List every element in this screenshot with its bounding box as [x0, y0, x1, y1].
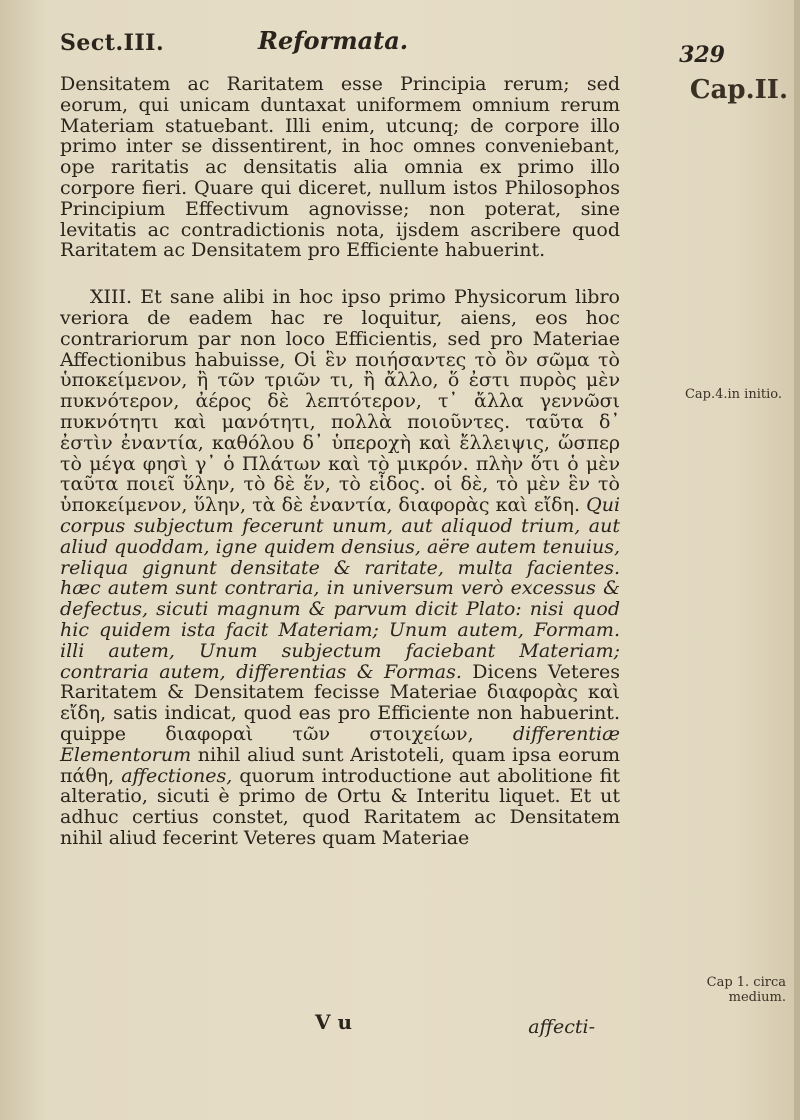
latin-translation: Qui corpus subjectum fecerunt unum, aut aliquod trium, aut aliud quoddam, igne quidem densius, aëre autem tenuius, reliqua gignunt densitate & raritate, multa facientes. hæc autem sunt contraria, in universum verò excessus & defectus, sicuti magnum & parvum dicit Plato: nisi quod hic quidem ista facit Materiam; Unum autem, Formam. illi autem, Unum subjectum faciebant Materiam; contraria autem, differentias & Formas.: [60, 494, 621, 683]
greek-quotation: Οἱ ἓν ποιήσαντες τὸ ὂν σῶμα τὸ ὑποκείμενον, ἢ τῶν τριῶν τι, ἢ ἄλλο, ὅ ἐστι πυρὸς μὲν πυκνότερον, ἀέρος δὲ λεπτότερον, τ᾿ ἄλλα γεννῶσι πυκνότητι καὶ μανότητι, πολλὰ ποιοῦντες. ταῦτα δ᾿ ἐστὶν ἐναντία, καθόλου δ᾿ ὑπεροχὴ καὶ ἔλλειψις, ὥσπερ τὸ μέγα φησὶ γ᾿ ὁ Πλάτων καὶ τὸ μικρόν. πλὴν ὅτι ὁ μὲν ταῦτα ποιεῖ ὕλην, τὸ δὲ ἕν, τὸ εἶδος. οἱ δὲ, τὸ μὲν ἓν τὸ ὑποκείμενον, ὕλην, τὰ δὲ ἐναντία, διαφορὰς καὶ εἴδη.: [60, 348, 620, 517]
greek-phrase-3: πάθη,: [60, 764, 115, 787]
page-footer: [0, 1010, 800, 1050]
latin-phrase-1: differentiæ Elementorum: [60, 722, 620, 766]
page-header: [60, 22, 725, 68]
margin-note-book4: Cap.4.in initio.: [684, 387, 782, 402]
margin-chapter: Cap.II.: [689, 75, 788, 105]
paragraph-2-text-d: nihil aliud sunt Aristoteli, quam ipsa eorum: [197, 743, 620, 766]
section-heading: Sect.III.: [60, 30, 165, 56]
paragraph-2-text-b: Dicens Veteres Raritatem & Densitatem fecisse Materiae: [60, 660, 621, 704]
paragraph-2-text-e: quorum introductione aut abolitione fit alteratio, sicuti è primo de Ortu & Interitu liquet. Et ut adhuc certius constet, quod Raritatem ac Densitatem nihil aliud fecerint Veteres quam Materiae: [60, 764, 620, 849]
greek-phrase-1: διαφορὰς καὶ εἴδη,: [60, 681, 620, 725]
catchword: affecti-: [528, 1016, 595, 1038]
page-fold-shadow: [794, 0, 800, 1120]
main-text: [60, 74, 620, 849]
margin-note-book1: Cap 1. circa medium.: [706, 975, 786, 1005]
paragraph-2: [60, 287, 620, 849]
latin-phrase-2: affectiones,: [121, 764, 233, 787]
paragraph-1: Densitatem ac Raritatem esse Principia rerum; sed eorum, qui unicam duntaxat uniformem omnium rerum Materiam statuebant. Illi enim, utcunq; de corpore illo primo inter se dissentirent, in hoc omnes conveniebant, ope raritatis ac densitatis alia omnia ex primo illo corpore fieri. Quare qui diceret, nullum istos Philosophos Principium Effectivum agnovisse; non poterat, sine levitatis ac contradictionis nota, ijsdem ascribere quod Raritatem ac Densitatem pro Efficiente habuerint.: [60, 73, 620, 262]
paragraph-2-opening: XIII. Et sane alibi in hoc ipso primo Physicorum libro veriora de eadem hac re loquitur, aiens, eos hoc contrariorum par non loco Efficientis, sed pro Materiae Affectionibus habuisse,: [60, 286, 620, 371]
paragraph-2-text-c: satis indicat, quod eas pro Efficiente non habuerint. quippe: [60, 702, 620, 745]
signature-mark: V u: [315, 1010, 353, 1034]
page-number: 329: [679, 42, 725, 68]
running-title: Reformata.: [258, 26, 409, 55]
greek-phrase-2: διαφοραὶ τῶν στοιχείων,: [165, 722, 474, 745]
